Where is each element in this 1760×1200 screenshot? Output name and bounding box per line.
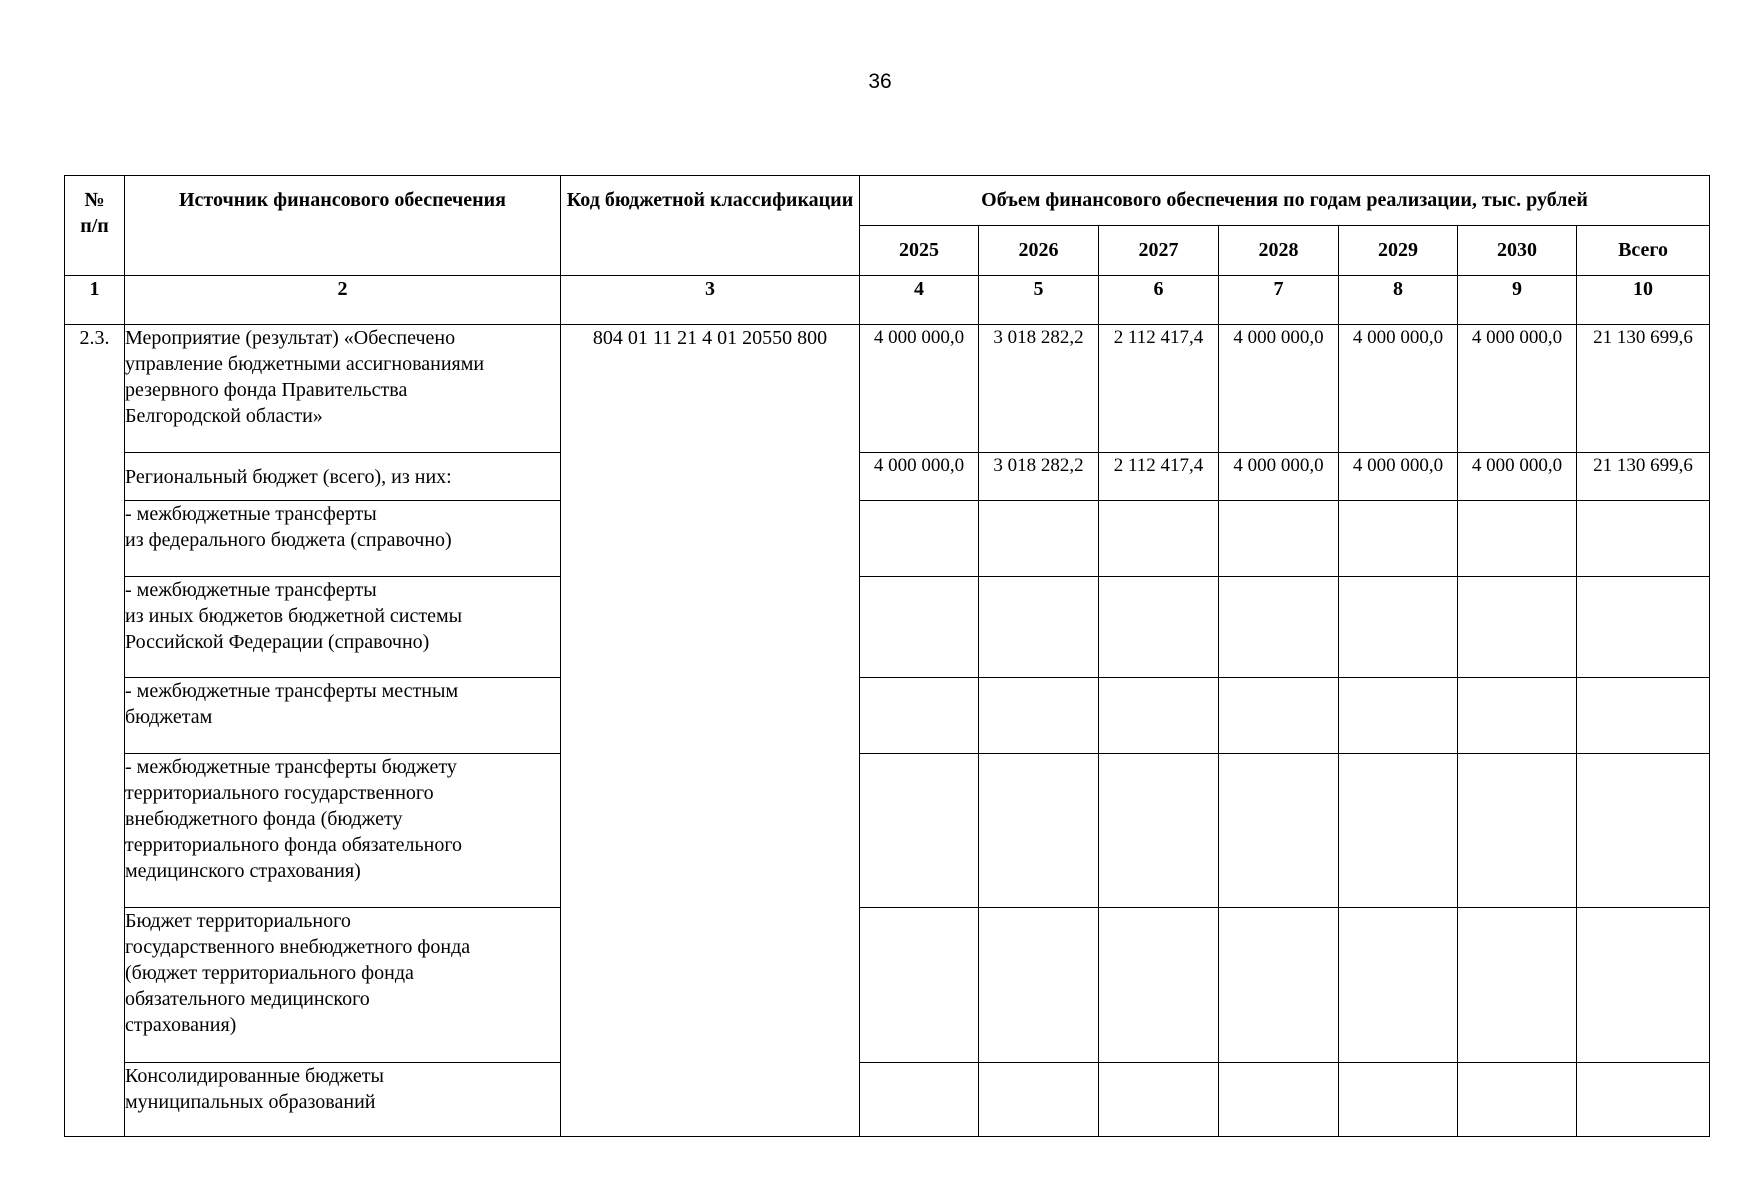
column-number: 3 [561,276,860,325]
column-number: 2 [125,276,561,325]
value-cell [1219,1063,1339,1137]
value-cell [860,754,979,908]
table-row [65,325,1710,453]
value-cell [979,908,1099,1063]
source-text: Консолидированные бюджеты муниципальных образований [125,1065,384,1113]
total-cell [1577,501,1710,577]
value-cell [860,577,979,678]
value-cell [1099,678,1219,754]
source-cell [125,325,561,453]
column-number: 6 [1099,276,1219,325]
total-cell: 21 130 699,6 [1577,453,1710,501]
table-row [65,678,1710,754]
value-cell [860,1063,979,1137]
page-number: 36 [868,70,892,93]
total-cell [1577,577,1710,678]
total-cell [1577,678,1710,754]
value-cell [979,501,1099,577]
column-number: 4 [860,276,979,325]
value-cell [1099,754,1219,908]
value-cell [1219,754,1339,908]
table-row [65,1063,1710,1137]
header-total: Всего [1577,226,1710,276]
header-year: 2028 [1219,226,1339,276]
value-cell [979,754,1099,908]
value-cell: 4 000 000,0 [1219,453,1339,501]
value-cell [1099,501,1219,577]
value-cell [1099,1063,1219,1137]
value-cell [1219,577,1339,678]
value-cell: 4 000 000,0 [860,325,979,453]
value-cell: 3 018 282,2 [979,325,1099,453]
header-year: 2029 [1339,226,1458,276]
value-cell [1339,501,1458,577]
value-cell [979,678,1099,754]
value-cell [1099,908,1219,1063]
source-text: Бюджет территориального государственного внебюджетного фонда (бюджет территориального фонда обязательного медицинского страхования) [125,910,471,1036]
value-cell [1458,501,1577,577]
table-row [65,453,1710,501]
value-cell [860,501,979,577]
header-code: Код бюджетной классификации [561,176,860,276]
total-cell [1577,754,1710,908]
value-cell: 4 000 000,0 [1458,453,1577,501]
value-cell [1458,577,1577,678]
source-cell [125,577,561,678]
header-year: 2027 [1099,226,1219,276]
value-cell [1458,678,1577,754]
value-cell: 4 000 000,0 [1219,325,1339,453]
value-cell: 2 112 417,4 [1099,325,1219,453]
value-cell: 4 000 000,0 [1339,325,1458,453]
value-cell: 2 112 417,4 [1099,453,1219,501]
source-cell [125,908,561,1063]
value-cell [1339,754,1458,908]
value-cell [860,678,979,754]
value-cell [1219,908,1339,1063]
value-cell [1219,501,1339,577]
source-text: Мероприятие (результат) «Обеспечено управление бюджетными ассигнованиями резервного фонда Правительства Белгородской области» [125,327,485,427]
value-cell [1458,754,1577,908]
column-number: 9 [1458,276,1577,325]
header-volume: Объем финансового обеспечения по годам реализации, тыс. рублей [860,176,1710,226]
value-cell [860,908,979,1063]
value-cell: 4 000 000,0 [860,453,979,501]
column-number: 7 [1219,276,1339,325]
value-cell [979,577,1099,678]
value-cell [1339,678,1458,754]
header-year: 2030 [1458,226,1577,276]
source-cell [125,1063,561,1137]
total-cell: 21 130 699,6 [1577,325,1710,453]
column-number: 10 [1577,276,1710,325]
value-cell [1458,1063,1577,1137]
value-cell [1099,577,1219,678]
financing-table [64,175,1710,1137]
value-cell [1458,908,1577,1063]
table-row [65,501,1710,577]
header-no: № п/п [65,176,125,276]
header-source: Источник финансового обеспечения [125,176,561,276]
value-cell [979,1063,1099,1137]
source-cell [125,453,561,501]
source-cell [125,501,561,577]
source-text: - межбюджетные трансферты из иных бюджетов бюджетной системы Российской Федерации (справочно) [125,579,463,653]
table-row [65,908,1710,1063]
value-cell: 4 000 000,0 [1339,453,1458,501]
column-number: 1 [65,276,125,325]
value-cell: 4 000 000,0 [1458,325,1577,453]
table-row [65,577,1710,678]
source-text: Региональный бюджет (всего), из них: [125,465,452,488]
column-number: 8 [1339,276,1458,325]
value-cell [1339,577,1458,678]
source-cell [125,754,561,908]
table-row [65,754,1710,908]
value-cell: 3 018 282,2 [979,453,1099,501]
header-year: 2026 [979,226,1099,276]
value-cell [1339,908,1458,1063]
column-number-row [65,276,1710,325]
total-cell [1577,1063,1710,1137]
source-text: - межбюджетные трансферты из федерального бюджета (справочно) [125,503,452,551]
source-text: - межбюджетные трансферты бюджету территориального государственного внебюджетного фонда (бюджету территориального фонда обязательного медицинского страхования) [125,756,463,882]
source-text: - межбюджетные трансферты местным бюджетам [125,680,459,728]
column-number: 5 [979,276,1099,325]
value-cell [1339,1063,1458,1137]
budget-code: 804 01 11 21 4 01 20550 800 [561,325,860,1137]
total-cell [1577,908,1710,1063]
header-year: 2025 [860,226,979,276]
row-number: 2.3. [65,325,125,1137]
value-cell [1219,678,1339,754]
source-cell [125,678,561,754]
header-row [65,176,1710,226]
